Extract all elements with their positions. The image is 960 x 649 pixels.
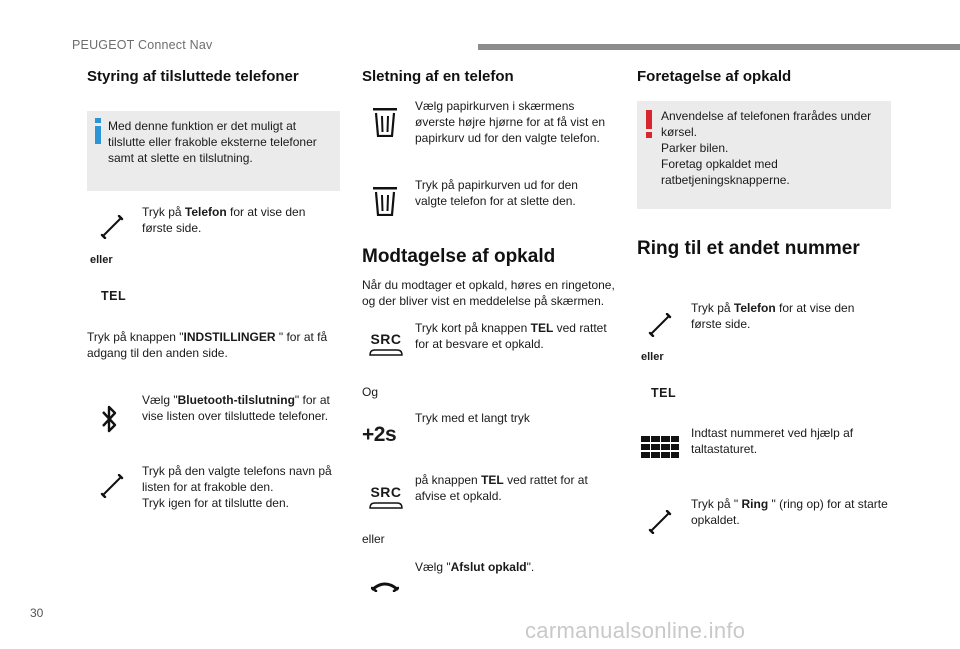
- step-open-phone-2: Tryk på Telefon for at vise den første side.: [691, 301, 855, 331]
- tel-button-label: TEL: [101, 289, 127, 303]
- step-open-phone: Tryk på Telefon for at vise den første side.: [142, 205, 306, 235]
- step-long-press: Tryk med et langt tryk: [415, 411, 530, 425]
- phone-icon: [648, 313, 672, 337]
- phone-icon: [648, 510, 672, 534]
- step-ring: Tryk på " Ring " (ring op) for at starte opkaldet.: [691, 497, 888, 527]
- info-icon: [93, 118, 103, 144]
- section-title-delete-phone: Sletning af en telefon: [362, 68, 514, 85]
- warning-note-text: Anvendelse af telefonen frarådes under kørsel. Parker bilen. Foretag opkaldet med ratbetjeningsknapperne.: [661, 109, 872, 187]
- step-delete-phone: Tryk på papirkurven ud for den valgte telefon for at slette den.: [415, 178, 578, 208]
- manual-brand: PEUGEOT Connect Nav: [72, 38, 213, 52]
- or-label: eller: [90, 254, 113, 266]
- step-settings: Tryk på knappen "INDSTILLINGER " for at få adgang til den anden side.: [87, 330, 328, 360]
- info-note-text: Med denne funktion er det muligt at tilslutte eller frakoble eksterne telefoner samt at slette en tilslutning.: [108, 119, 317, 165]
- phone-icon: [100, 215, 124, 239]
- phone-icon: [100, 474, 124, 498]
- bluetooth-icon: [101, 402, 117, 436]
- or-label: eller: [362, 532, 385, 546]
- trash-icon: [373, 107, 397, 137]
- tel-button-label: TEL: [651, 386, 677, 400]
- src-button-icon: SRC: [368, 484, 404, 509]
- step-hang-up: Vælg "Afslut opkald".: [415, 560, 535, 574]
- long-press-icon: +2s: [362, 423, 397, 446]
- section-title-receive-call: Modtagelse af opkald: [362, 246, 556, 267]
- step-bluetooth: Vælg "Bluetooth-tilslutning" for at vise listen over tilsluttede telefoner.: [142, 393, 330, 423]
- warning-icon: [646, 110, 652, 138]
- section-title-manage-phones: Styring af tilsluttede telefoner: [87, 68, 299, 85]
- page-number: 30: [30, 606, 44, 620]
- step-select-trash: Vælg papirkurven i skærmens øverste højre hjørne for at få vist en papirkurv ud for den valgte telefon.: [415, 99, 606, 145]
- src-button-icon: SRC: [368, 331, 404, 356]
- or-label: eller: [641, 351, 664, 363]
- trash-icon: [373, 186, 397, 216]
- step-enter-number: Indtast nummeret ved hjælp af taltastaturet.: [691, 426, 854, 456]
- section-title-call-other-number: Ring til et andet nummer: [637, 238, 860, 259]
- step-reject-call: på knappen TEL ved rattet for at afvise et opkald.: [415, 473, 588, 503]
- hang-up-icon: [371, 580, 399, 592]
- watermark: carmanualsonline.info: [525, 618, 746, 643]
- warning-note: [637, 101, 891, 209]
- step-disconnect: Tryk på den valgte telefons navn på listen for at frakoble den. Tryk igen for at tilslutte den.: [142, 464, 332, 510]
- section-title-make-call: Foretagelse af opkald: [637, 68, 792, 85]
- step-answer-call: Tryk kort på knappen TEL ved rattet for at besvare et opkald.: [415, 321, 607, 351]
- keypad-icon: [641, 436, 679, 462]
- receive-call-intro: Når du modtager et opkald, høres en ringetone, og der bliver vist en meddelelse på skærmen.: [362, 278, 615, 308]
- info-note: [87, 111, 340, 191]
- and-label: Og: [362, 385, 379, 399]
- header-bar: [478, 44, 960, 50]
